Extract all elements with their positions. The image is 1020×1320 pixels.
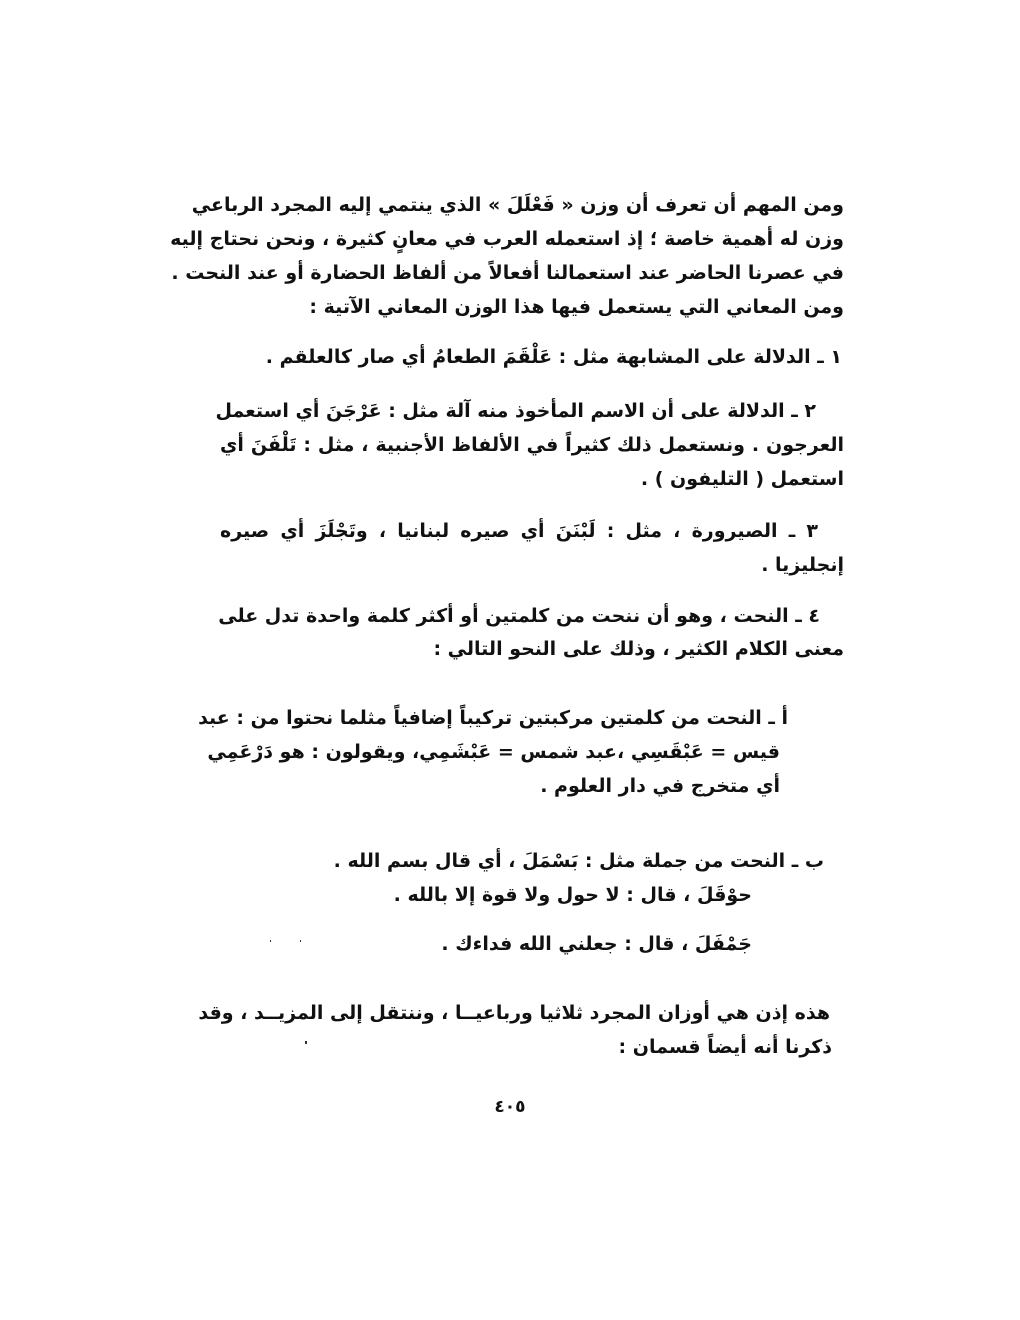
item-4b-line-1: ب ـ النحت من جملة مثل : بَسْمَلَ ، أي قال بسم الله . xyxy=(333,850,824,872)
item-1-line-1: ١ ـ الدلالة على المشابهة مثل : عَلْقَمَ الطعامُ أي صار كالعلقم . xyxy=(265,346,842,368)
item-4-line-1: ٤ ـ النحت ، وهو أن ننحت من كلمتين أو أكثر كلمة واحدة تدل على xyxy=(218,605,820,627)
outro-line-1: هذه إذن هي أوزان المجرد ثلاثيا ورباعيــا ، وننتقل إلى المزيــد ، وقد xyxy=(198,1002,830,1024)
item-3-line-1: ٣ ـ الصيرورة ، مثل : لَبْنَنَ أي صيره لبنانيا ، وتَجْلَزَ أي صيره xyxy=(220,520,818,542)
item-2-line-2: العرجون . ونستعمل ذلك كثيراً في الألفاظ الأجنبية ، مثل : تَلْفَنَ أي xyxy=(220,434,844,456)
item-3-line-2: إنجليزيا . xyxy=(761,554,844,576)
item-2-line-1: ٢ ـ الدلالة على أن الاسم المأخوذ منه آلة مثل : عَرْجَنَ أي استعمل xyxy=(215,400,816,422)
intro-line-1: ومن المهم أن تعرف أن وزن « فَعْلَلَ » الذي ينتمي إليه المجرد الرباعي xyxy=(191,194,844,216)
item-4b-line-3: جَمْفَلَ ، قال : جعلني الله فداءك . xyxy=(441,933,752,955)
item-4a-line-1: أ ـ النحت من كلمتين مركبتين تركيباً إضافياً مثلما نحتوا من : عبد xyxy=(198,707,788,729)
scan-speck xyxy=(270,940,271,942)
scan-speck xyxy=(305,1041,307,1044)
intro-line-4: ومن المعاني التي يستعمل فيها هذا الوزن المعاني الآتية : xyxy=(309,296,844,318)
intro-line-3: في عصرنا الحاضر عند استعمالنا أفعالاً من ألفاظ الحضارة أو عند النحت . xyxy=(171,262,844,284)
scan-speck xyxy=(300,940,301,942)
item-4-line-2: معنى الكلام الكثير ، وذلك على النحو التالي : xyxy=(433,638,844,660)
item-4a-line-2: قيس = عَبْقَسِي ،عبد شمس = عَبْشَمِي، ويقولون : هو دَرْعَمِي xyxy=(207,741,780,763)
outro-line-2: ذكرنا أنه أيضاً قسمان : xyxy=(618,1036,832,1058)
item-4b-line-2: حوْقَلَ ، قال : لا حول ولا قوة إلا بالله . xyxy=(393,884,752,906)
item-4a-line-3: أي متخرج في دار العلوم . xyxy=(540,775,780,797)
page-number: ٤٠٥ xyxy=(494,1097,526,1117)
intro-line-2: وزن له أهمية خاصة ؛ إذ استعمله العرب في معانٍ كثيرة ، ونحن نحتاج إليه xyxy=(170,228,844,250)
item-2-line-3: استعمل ( التليفون ) . xyxy=(640,468,844,490)
